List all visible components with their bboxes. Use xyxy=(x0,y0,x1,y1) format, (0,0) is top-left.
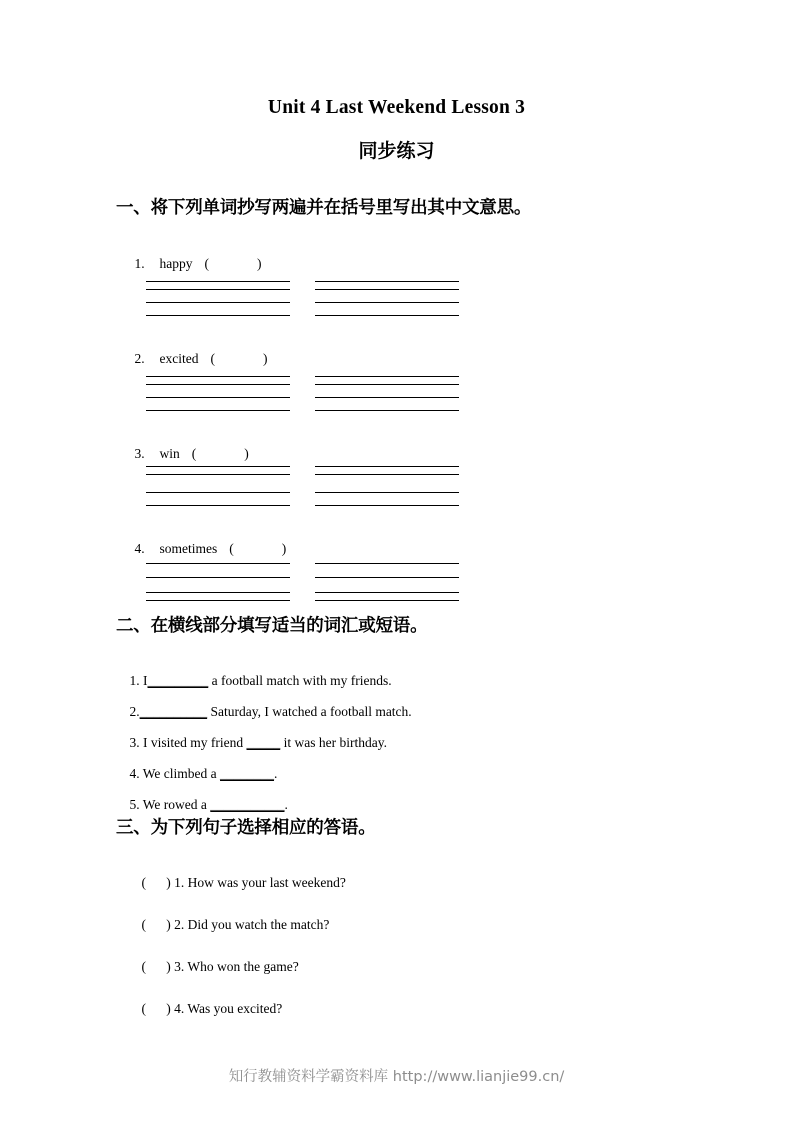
ruling-line xyxy=(146,397,290,398)
fill-after: a football match with my friends. xyxy=(208,673,392,688)
answer-box[interactable]: ( ) xyxy=(141,959,171,974)
word-item-number: 4. xyxy=(134,541,145,556)
fill-number: 3. xyxy=(129,735,140,750)
word-item-number: 1. xyxy=(134,256,145,271)
word-item-number: 3. xyxy=(134,446,145,461)
ruling-line xyxy=(315,397,459,398)
word-item-paren-close: ) xyxy=(244,446,249,461)
ruling-line xyxy=(315,410,459,411)
word-item-4 xyxy=(121,525,286,573)
ruling-line xyxy=(146,577,290,578)
ruling-line xyxy=(315,289,459,290)
ruling-line xyxy=(146,281,290,282)
ruling-line xyxy=(315,302,459,303)
word-item-word: happy xyxy=(159,256,193,271)
fill-after: . xyxy=(284,797,288,812)
matching-number: 2. xyxy=(174,917,185,932)
ruling-line xyxy=(146,315,290,316)
ruling-line xyxy=(315,376,459,377)
matching-question: How was your last weekend? xyxy=(184,875,346,890)
ruling-line xyxy=(146,492,290,493)
ruling-line xyxy=(315,466,459,467)
matching-question: Was you excited? xyxy=(184,1001,283,1016)
fill-blank-input[interactable]: ________ xyxy=(220,766,275,781)
ruling-line xyxy=(146,289,290,290)
fill-blank-input[interactable]: ___________ xyxy=(210,797,285,812)
matching-number: 3. xyxy=(174,959,185,974)
fill-after: Saturday, I watched a football match. xyxy=(207,704,412,719)
matching-question: Did you watch the match? xyxy=(184,917,330,932)
ruling-line xyxy=(146,410,290,411)
ruling-line xyxy=(315,474,459,475)
matching-item-4 xyxy=(128,985,282,1033)
ruling-line xyxy=(315,505,459,506)
ruling-line xyxy=(146,302,290,303)
fill-number: 1. xyxy=(129,673,140,688)
matching-item-2 xyxy=(128,901,329,949)
answer-box[interactable]: ( ) xyxy=(141,875,171,890)
word-item-paren-open: ( xyxy=(229,541,234,556)
word-item-paren-close: ) xyxy=(262,351,268,366)
matching-item-1 xyxy=(128,859,346,907)
word-item-paren-close: ) xyxy=(281,541,287,556)
word-item-paren-close: ) xyxy=(257,256,262,271)
ruling-line xyxy=(146,474,290,475)
ruling-line xyxy=(146,592,290,593)
word-item-paren-open: ( xyxy=(204,256,209,271)
matching-item-3 xyxy=(128,943,299,991)
fill-blank-input[interactable]: _____ xyxy=(246,735,281,750)
fill-before: We climbed a xyxy=(139,766,221,781)
fill-before: I xyxy=(139,673,148,688)
word-item-number: 2. xyxy=(134,351,145,366)
section-heading-3: 三、为下列句子选择相应的答语。 xyxy=(116,818,376,838)
matching-number: 1. xyxy=(174,875,185,890)
fill-blank-input[interactable]: __________ xyxy=(139,704,208,719)
ruling-line xyxy=(315,600,459,601)
ruling-line xyxy=(146,505,290,506)
section-heading-2: 二、在横线部分填写适当的词汇或短语。 xyxy=(116,616,428,636)
fill-before: I visited my friend xyxy=(139,735,247,750)
ruling-line xyxy=(146,466,290,467)
fill-before: We rowed a xyxy=(139,797,211,812)
word-item-paren-open: ( xyxy=(191,446,197,461)
ruling-line xyxy=(146,376,290,377)
ruling-line xyxy=(146,384,290,385)
word-item-3 xyxy=(121,430,249,478)
footer-watermark: 知行教辅资料学霸资料库 http://www.lianjie99.cn/ xyxy=(228,1069,565,1085)
ruling-line xyxy=(315,384,459,385)
word-item-paren-open: ( xyxy=(210,351,215,366)
word-item-word: sometimes xyxy=(159,541,218,556)
fill-after: . xyxy=(274,766,278,781)
answer-box[interactable]: ( ) xyxy=(141,1001,171,1016)
fill-after: it was her birthday. xyxy=(280,735,387,750)
word-item-word: win xyxy=(159,446,180,461)
fill-number: 5. xyxy=(129,797,140,812)
ruling-line xyxy=(146,563,290,564)
ruling-line xyxy=(315,281,459,282)
answer-box[interactable]: ( ) xyxy=(141,917,171,932)
fill-blank-input[interactable]: _________ xyxy=(147,673,209,688)
ruling-line xyxy=(315,563,459,564)
ruling-line xyxy=(315,577,459,578)
matching-question: Who won the game? xyxy=(184,959,299,974)
word-item-word: excited xyxy=(159,351,199,366)
ruling-line xyxy=(315,492,459,493)
page-subtitle: 同步练习 xyxy=(358,140,435,162)
ruling-line xyxy=(315,315,459,316)
ruling-line xyxy=(315,592,459,593)
fill-number: 2. xyxy=(129,704,140,719)
fill-number: 4. xyxy=(129,766,140,781)
matching-number: 4. xyxy=(174,1001,185,1016)
ruling-line xyxy=(146,600,290,601)
page-title: Unit 4 Last Weekend Lesson 3 xyxy=(267,97,526,118)
section-heading-1: 一、将下列单词抄写两遍并在括号里写出其中文意思。 xyxy=(116,198,532,218)
